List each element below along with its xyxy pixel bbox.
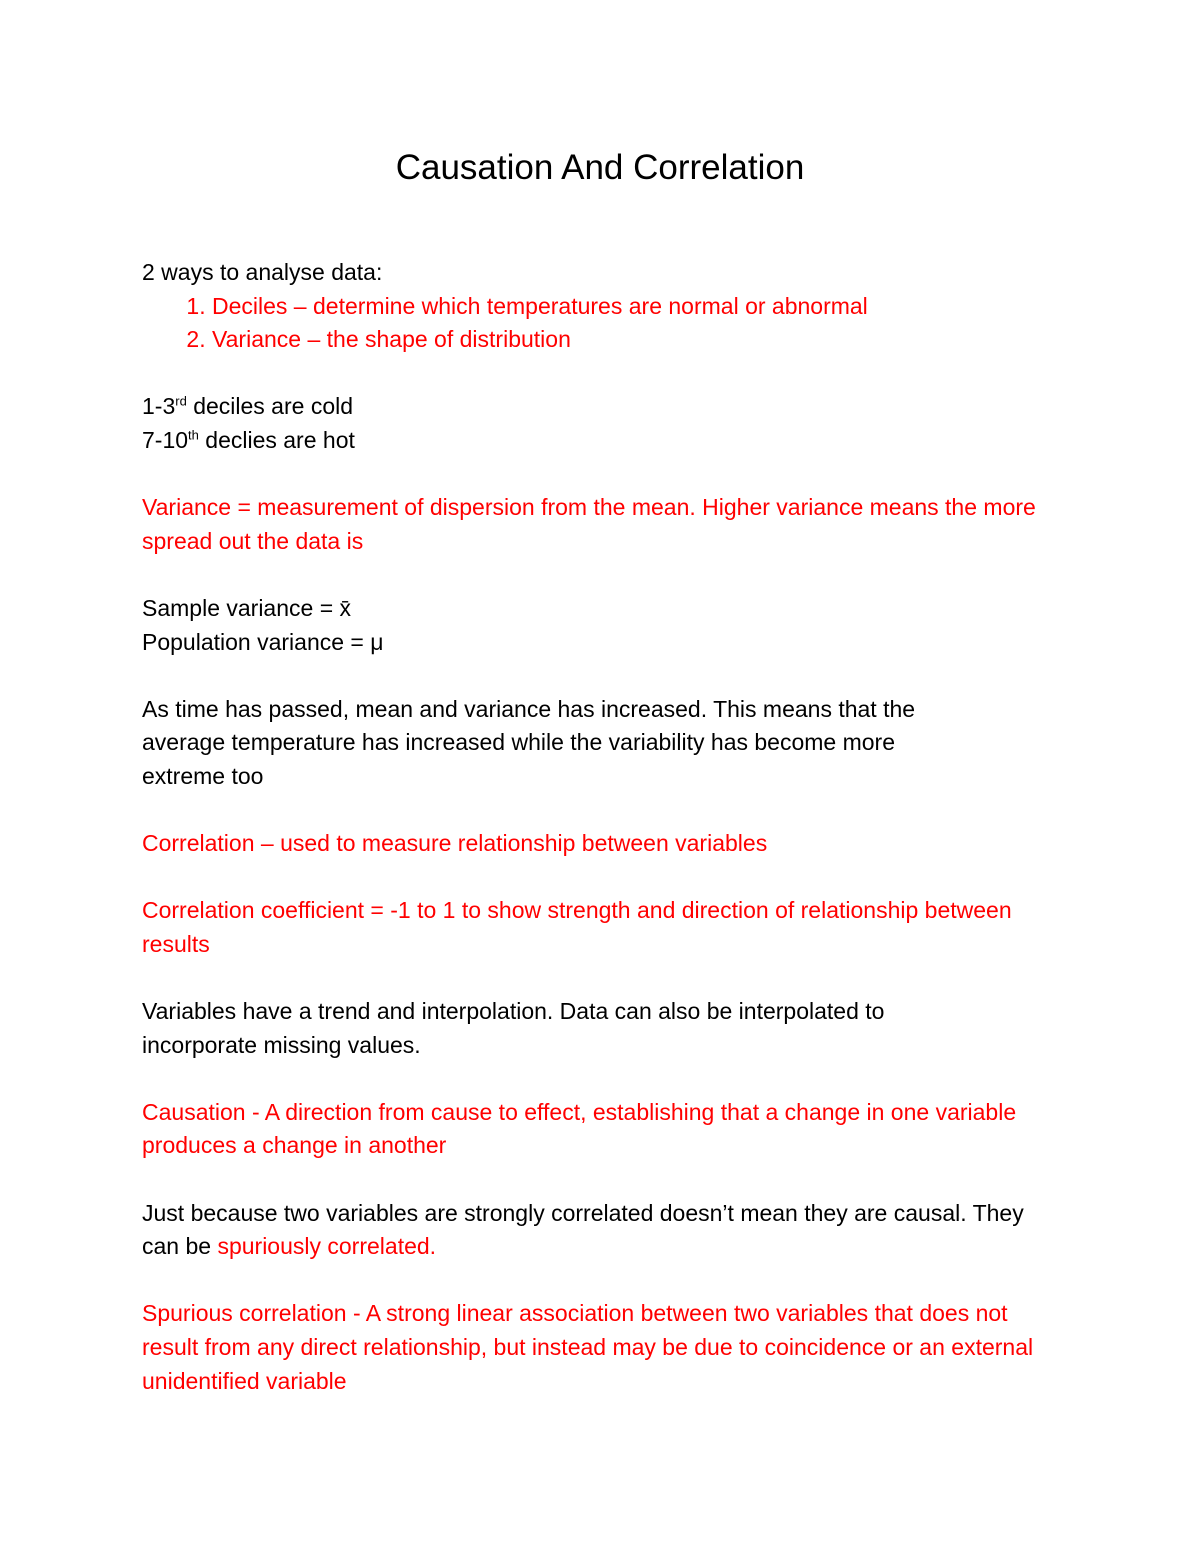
interpolation-paragraph: Variables have a trend and interpolation. Data can also be interpolated to incorporate missing values. bbox=[142, 998, 885, 1058]
correlation-definition: Correlation – used to measure relationship between variables bbox=[142, 830, 768, 857]
intro-text: 2 ways to analyse data: bbox=[142, 259, 383, 285]
population-variance-line: Population variance = μ bbox=[142, 628, 384, 655]
hot-deciles-line bbox=[142, 424, 1062, 458]
sample-variance-line: Sample variance = x̄ bbox=[142, 594, 352, 621]
analysis-ways-list bbox=[142, 290, 1062, 357]
hot-label: declies are hot bbox=[198, 426, 355, 453]
list-item-deciles: 1. Deciles – determine which temperatures are normal or abnormal bbox=[212, 290, 1062, 324]
causal-text: Just because two variables are strongly correlated doesn’t mean they are causal. They can be bbox=[142, 1199, 1024, 1260]
cold-range: 1-3 bbox=[142, 393, 176, 420]
coefficient-definition: Correlation coefficient = -1 to 1 to show strength and direction of relationship between results bbox=[142, 897, 1012, 957]
hot-ordinal: th bbox=[188, 427, 199, 443]
spurious-definition: Spurious correlation - A strong linear association between two variables that does not result from any direct relationship, but instead may be due to coincidence or an external unidentified variable bbox=[142, 1300, 1034, 1394]
page-title: Causation And Correlation bbox=[395, 148, 805, 187]
time-paragraph: As time has passed, mean and variance has increased. This means that the average temperature has increased while the variability has become more extreme too bbox=[142, 695, 916, 789]
causal-paragraph bbox=[142, 1197, 1062, 1264]
causation-definition: Causation - A direction from cause to effect, establishing that a change in one variable produces a change in another bbox=[142, 1098, 1017, 1159]
spurious-highlight: spuriously correlated. bbox=[217, 1233, 437, 1260]
hot-range: 7-10 bbox=[142, 426, 189, 453]
cold-label: deciles are cold bbox=[186, 393, 354, 420]
cold-ordinal: rd bbox=[175, 393, 187, 409]
cold-deciles-line bbox=[142, 390, 1062, 424]
list-item-variance: 2. Variance – the shape of distribution bbox=[212, 323, 1062, 357]
variance-definition: Variance = measurement of dispersion from the mean. Higher variance means the more spread out the data is bbox=[142, 494, 1036, 554]
document-body bbox=[142, 256, 1062, 1398]
